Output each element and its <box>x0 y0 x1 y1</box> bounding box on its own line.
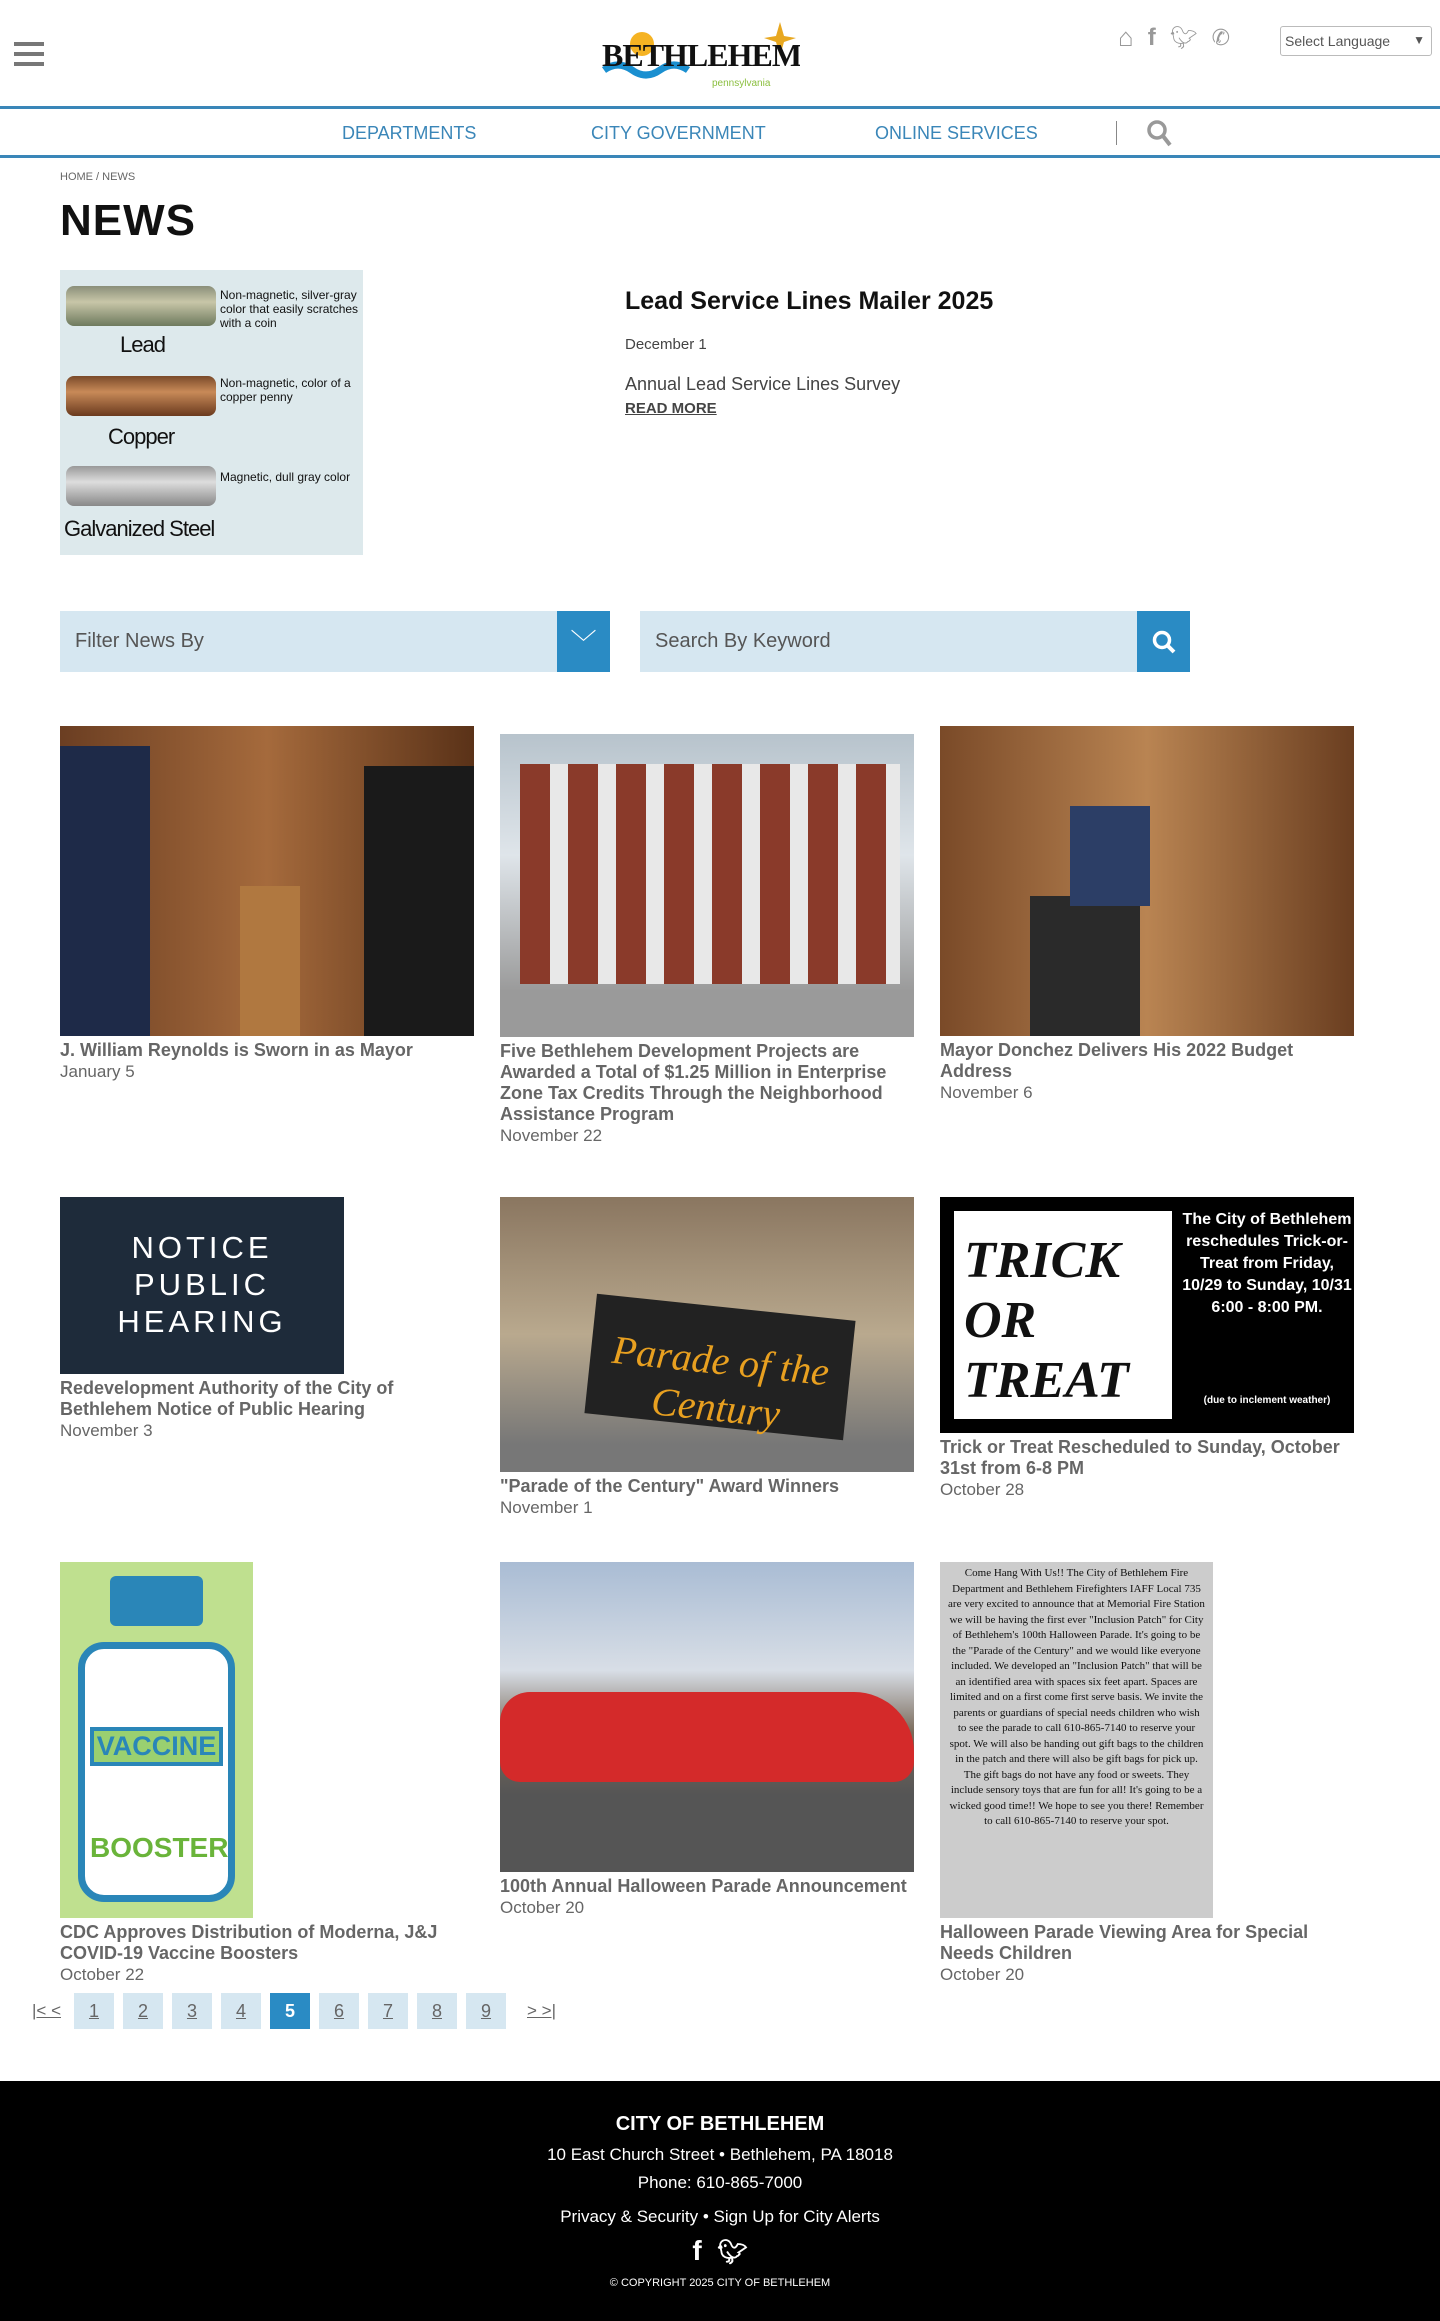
footer <box>0 2081 1440 2321</box>
news-title[interactable]: "Parade of the Century" Award Winners <box>500 1476 839 1496</box>
page-4[interactable]: 4 <box>221 1993 261 2029</box>
news-image[interactable]: Parade of the Century <box>500 1197 914 1472</box>
news-title[interactable]: Five Bethlehem Development Projects are Awarded a Total of $1.25 Million in Enterprise Zone Tax Credits Through the Neighborhood Assistance Program <box>500 1041 887 1124</box>
news-date: January 5 <box>60 1062 135 1081</box>
page-2[interactable]: 2 <box>123 1993 163 2029</box>
read-more-link[interactable]: READ MORE <box>625 400 717 417</box>
news-title[interactable]: J. William Reynolds is Sworn in as Mayor <box>60 1040 413 1060</box>
logo-graphic <box>598 14 800 90</box>
privacy-link[interactable]: Privacy & Security <box>560 2207 699 2226</box>
page-1[interactable]: 1 <box>74 1993 114 2029</box>
news-card[interactable] <box>500 1197 914 1518</box>
pagination <box>28 1993 560 2029</box>
next-last-page[interactable]: > >| <box>527 2001 556 2020</box>
news-date: November 3 <box>60 1421 153 1440</box>
filter-news-select[interactable] <box>60 611 610 672</box>
search-placeholder: Search By Keyword <box>655 630 831 652</box>
news-image[interactable]: VACCINE BOOSTER <box>60 1562 253 1918</box>
twitter-icon[interactable]: 🐦︎ <box>717 2239 748 2266</box>
footer-address: 10 East Church Street • Bethlehem, PA 18018 <box>547 2145 893 2164</box>
divider <box>1116 121 1117 145</box>
news-title[interactable]: Redevelopment Authority of the City of Bethlehem Notice of Public Hearing <box>60 1378 394 1419</box>
news-image[interactable] <box>500 1562 914 1872</box>
phone-icon[interactable]: ✆ <box>1211 24 1231 50</box>
news-title[interactable]: 100th Annual Halloween Parade Announcement <box>500 1876 907 1896</box>
language-select[interactable] <box>1280 26 1432 56</box>
search-icon[interactable] <box>1146 119 1172 147</box>
language-label: Select Language <box>1285 33 1391 49</box>
home-icon[interactable]: ⌂ <box>1118 22 1134 52</box>
news-card[interactable] <box>60 1197 474 1441</box>
chevron-down-icon: ▼ <box>1413 33 1425 47</box>
filter-placeholder: Filter News By <box>75 630 204 652</box>
news-image[interactable]: Come Hang With Us!! The City of Bethlehem Fire Department and Bethlehem Firefighters IAFF Local 735 are very excited to announce that at Memorial Fire Station we will be having the first ever "Inclusion Patch" for City of Bethlehem's 100th Halloween Parade. It's going to be the "Parade of the Century" and we would like everyone included. We developed an "Inclusion Patch" that will be an identified area with spaces six feet apart. Spaces are limited and on a first come first serve basis. We invite the parents or guardians of special needs children who wish to see the parade to call 610-865-7140 to reserve your spot. We will also be handing out gift bags to the children in the patch and there will also be gift bags for pick up. The gift bags do not have any food or sweets. They include sensory toys that are fun for all! It's going to be a wicked good time!! We hope to see you there! Remember to call 610-865-7140 to reserve your spot. <box>940 1562 1213 1918</box>
page-7[interactable]: 7 <box>368 1993 408 2029</box>
news-title[interactable]: CDC Approves Distribution of Moderna, J&J COVID-19 Vaccine Boosters <box>60 1922 438 1963</box>
news-title[interactable]: Mayor Donchez Delivers His 2022 Budget Address <box>940 1040 1294 1081</box>
news-image[interactable] <box>500 734 914 1037</box>
featured-title[interactable]: Lead Service Lines Mailer 2025 <box>625 287 994 315</box>
menu-button[interactable] <box>14 42 44 66</box>
nav-city-government[interactable]: CITY GOVERNMENT <box>591 123 766 143</box>
news-card[interactable] <box>60 726 474 1082</box>
page-6[interactable]: 6 <box>319 1993 359 2029</box>
news-date: October 20 <box>940 1965 1025 1984</box>
news-card[interactable] <box>940 1562 1354 1985</box>
page-5-current[interactable]: 5 <box>270 1993 310 2029</box>
featured-summary: Annual Lead Service Lines Survey <box>625 374 901 394</box>
news-image[interactable] <box>940 726 1354 1036</box>
news-image[interactable]: TRICK OR TREAT The City of Bethlehem reschedules Trick-or-Treat from Friday, 10/29 to Sunday, 10/31 6:00 - 8:00 PM. (due to inclement weather) <box>940 1197 1354 1433</box>
facebook-icon[interactable]: f <box>1147 23 1156 51</box>
separator: • <box>698 2207 714 2226</box>
page-title: NEWS <box>60 196 196 245</box>
svg-text:pennsylvania: pennsylvania <box>712 78 771 89</box>
copyright: © COPYRIGHT 2025 CITY OF BETHLEHEM <box>609 2277 831 2289</box>
news-image[interactable] <box>60 726 474 1036</box>
first-prev-page[interactable]: |< < <box>32 2001 61 2020</box>
chevron-down-icon[interactable]: ﹀ <box>557 611 610 672</box>
news-card[interactable] <box>500 734 914 1146</box>
featured-date: December 1 <box>625 336 707 353</box>
nav-online-services[interactable]: ONLINE SERVICES <box>875 123 1038 143</box>
search-icon <box>1151 629 1177 655</box>
search-button[interactable] <box>1137 611 1190 672</box>
news-date: October 28 <box>940 1480 1025 1499</box>
news-card[interactable] <box>60 1562 474 1985</box>
news-title[interactable]: Halloween Parade Viewing Area for Special Needs Children <box>940 1922 1309 1963</box>
news-date: November 1 <box>500 1498 593 1517</box>
search-keyword-input[interactable] <box>640 611 1190 672</box>
facebook-icon[interactable]: f <box>692 2235 702 2266</box>
news-card[interactable] <box>500 1562 914 1918</box>
nav-departments[interactable]: DEPARTMENTS <box>342 123 477 143</box>
svg-text:BETHLEHEM: BETHLEHEM <box>602 37 800 73</box>
news-image[interactable]: NOTICE PUBLIC HEARING <box>60 1197 344 1374</box>
news-date: November 22 <box>500 1126 603 1145</box>
news-date: October 22 <box>60 1965 145 1984</box>
city-alerts-link[interactable]: Sign Up for City Alerts <box>713 2207 880 2226</box>
featured-image[interactable]: Lead Non-magnetic, silver-gray color that easily scratches with a coin Copper Non-magnetic, color of a copper penny Galvanized Steel Magnetic, dull gray color <box>60 270 363 555</box>
news-date: October 20 <box>500 1898 585 1917</box>
main-nav <box>0 106 1440 158</box>
footer-name: CITY OF BETHLEHEM <box>615 2113 825 2135</box>
news-title[interactable]: Trick or Treat Rescheduled to Sunday, October 31st from 6-8 PM <box>940 1437 1340 1478</box>
twitter-icon[interactable]: 🐦︎ <box>1169 24 1198 50</box>
news-date: November 6 <box>940 1083 1033 1102</box>
page-3[interactable]: 3 <box>172 1993 212 2029</box>
footer-phone: Phone: 610-865-7000 <box>637 2173 803 2192</box>
breadcrumb[interactable]: HOME / NEWS <box>60 171 136 183</box>
news-card[interactable] <box>940 726 1354 1103</box>
news-card[interactable] <box>940 1197 1354 1500</box>
logo[interactable] <box>598 14 800 90</box>
page-9[interactable]: 9 <box>466 1993 506 2029</box>
page-8[interactable]: 8 <box>417 1993 457 2029</box>
